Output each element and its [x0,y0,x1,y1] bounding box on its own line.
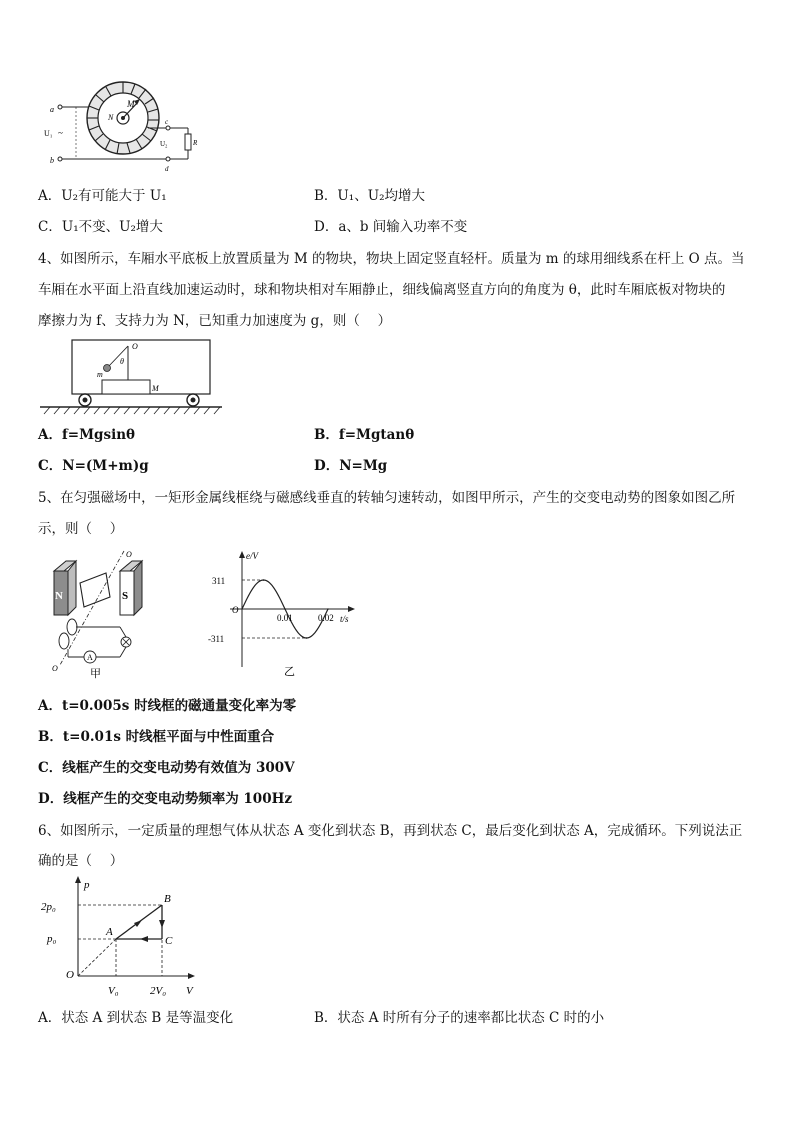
q6-option-b[interactable]: B．状态 A 时所有分子的速率都比状态 C 时的小 [314,1010,605,1026]
y-tick-label: 311 [212,576,226,586]
q4-option-a[interactable]: A．f=Mgsinθ [38,427,136,443]
emf-point [306,637,308,639]
svg-text:B: B [164,893,171,905]
svg-text:~: ~ [58,128,63,138]
svg-text:m: m [97,370,103,379]
q5-option-c[interactable]: C．线框产生的交变电动势有效值为 300V [38,760,295,776]
emf-point [263,579,265,581]
svg-text:b: b [50,156,54,165]
svg-text:2V₀: 2V₀ [150,985,167,997]
y-axis-label: e/V [246,551,258,561]
q6-stem-line1: 6、如图所示，一定质量的理想气体从状态 A 变化到状态 B，再到状态 C，最后变化到状态 A，完成循环。下列说法正 [38,823,743,839]
svg-text:d: d [165,165,169,173]
q4-option-d[interactable]: D．N=Mg [314,458,388,474]
emf-chart [200,547,370,680]
svg-text:O: O [66,969,74,981]
svg-text:p₀: p₀ [47,933,57,945]
q4-option-b[interactable]: B．f=Mgtanθ [314,427,415,443]
svg-text:N: N [55,590,63,602]
svg-text:N: N [108,113,114,122]
svg-text:V₀: V₀ [108,985,119,997]
emf-point [284,608,286,610]
q3-option-b[interactable]: B．U₁、U₂均增大 [314,188,425,204]
pv-diagram [38,872,213,1000]
svg-text:A: A [87,653,93,662]
x-tick-label: 0.02 [318,613,334,623]
svg-text:甲: 甲 [90,668,101,680]
emf-point [327,608,329,610]
svg-text:U₂: U₂ [160,140,168,148]
q5-option-d[interactable]: D．线框产生的交变电动势频率为 100Hz [38,791,293,807]
svg-text:R: R [193,139,198,147]
chart-caption: 乙 [284,666,295,678]
y-tick-label: -311 [208,634,225,644]
transformer-figure [40,80,210,175]
svg-text:C: C [165,935,173,947]
svg-text:a: a [50,105,54,114]
q3-option-a[interactable]: A．U₂有可能大于 U₁ [38,188,167,204]
q6-stem-line2: 确的是（ ） [38,853,124,869]
q5-stem-line2: 示，则（ ） [38,521,124,537]
svg-text:c: c [165,118,169,126]
svg-text:A: A [106,926,113,938]
q5-stem-line1: 5、在匀强磁场中，一矩形金属线框绕与磁感线垂直的转轴匀速转动，如图甲所示，产生的交变电动势的图象如图乙所 [38,490,736,506]
emf-point [241,608,243,610]
svg-text:θ: θ [120,357,124,366]
svg-text:O: O [132,342,138,351]
carriage-figure [40,334,222,416]
svg-text:M: M [127,99,135,109]
q5-option-a[interactable]: A．t=0.005s 时线框的磁通量变化率为零 [38,698,297,714]
svg-text:O: O [126,550,132,559]
q4-stem-line1: 4、如图所示，车厢水平底板上放置质量为 M 的物块，物块上固定竖直轻杆。质量为 m 的球用细线系在杆上 O 点。当 [38,251,745,267]
svg-text:U₁: U₁ [44,129,53,138]
q3-option-d[interactable]: D．a、b 间输入功率不变 [314,219,468,235]
q4-option-c[interactable]: C．N=(M+m)g [38,458,149,474]
q4-stem-line2: 车厢在水平面上沿直线加速运动时，球和物块相对车厢静止，细线偏离竖直方向的角度为 θ，此时车厢底板对物块的 [38,282,726,298]
origin-label: O [232,605,239,615]
svg-text:2p₀: 2p₀ [41,901,56,913]
y-axis-arrow [239,551,245,558]
generator-figure [40,547,190,680]
q5-option-b[interactable]: B．t=0.01s 时线框平面与中性面重合 [38,729,275,745]
q6-option-a[interactable]: A．状态 A 到状态 B 是等温变化 [38,1010,234,1026]
x-tick-label: 0.01 [277,613,293,623]
svg-text:O: O [52,664,58,673]
q4-stem-line3: 摩擦力为 f、支持力为 N，已知重力加速度为 g，则（ ） [38,313,392,329]
svg-text:V: V [186,985,193,997]
svg-text:S: S [122,590,129,602]
q3-option-c[interactable]: C．U₁不变、U₂增大 [38,219,163,235]
svg-text:M: M [152,384,159,393]
svg-text:p: p [84,879,90,891]
x-axis-label: t/s [340,614,349,624]
x-axis-arrow [348,606,355,612]
